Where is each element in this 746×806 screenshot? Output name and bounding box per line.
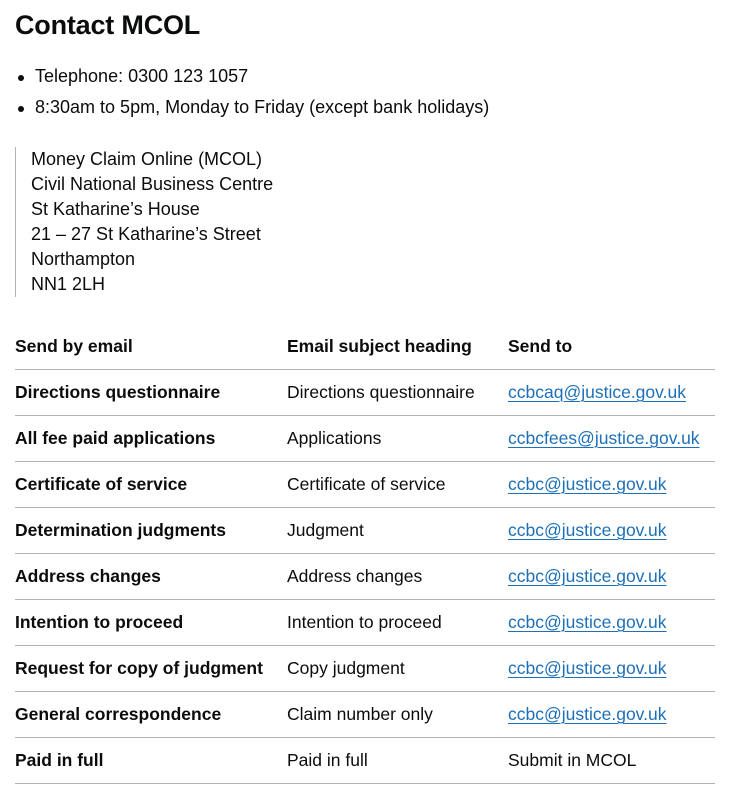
table-body <box>15 370 715 784</box>
bullet-icon <box>18 106 24 112</box>
row-label: All fee paid applications <box>15 416 287 462</box>
address-line: Northampton <box>31 249 136 269</box>
table-row <box>15 508 715 554</box>
column-header-send-to: Send to <box>508 334 715 370</box>
list-item <box>15 95 715 120</box>
send-to-text: Submit in MCOL <box>508 750 637 770</box>
table-header-row <box>15 334 715 370</box>
table-row <box>15 370 715 416</box>
table-row <box>15 692 715 738</box>
send-to-cell <box>508 600 715 646</box>
row-label: Directions questionnaire <box>15 370 287 416</box>
address-line: 21 – 27 St Katharine’s Street <box>31 224 261 244</box>
subject-heading-cell: Copy judgment <box>287 646 508 692</box>
address-line: Money Claim Online (MCOL) <box>31 149 263 169</box>
email-link[interactable]: ccbc@justice.gov.uk <box>508 566 667 586</box>
subject-heading-cell: Certificate of service <box>287 462 508 508</box>
email-link[interactable]: ccbc@justice.gov.uk <box>508 612 667 632</box>
send-to-cell <box>508 416 715 462</box>
address-line: St Katharine’s House <box>31 199 200 219</box>
contact-section <box>15 0 715 784</box>
email-contacts-table <box>15 334 715 784</box>
table-row <box>15 600 715 646</box>
send-to-cell <box>508 646 715 692</box>
bullet-icon <box>18 75 24 81</box>
subject-heading-cell: Address changes <box>287 554 508 600</box>
list-item <box>15 64 715 89</box>
subject-heading-cell: Intention to proceed <box>287 600 508 646</box>
row-label: Paid in full <box>15 738 287 784</box>
table-row <box>15 462 715 508</box>
send-to-cell <box>508 554 715 600</box>
table-row <box>15 554 715 600</box>
telephone-text: Telephone: 0300 123 1057 <box>35 66 249 86</box>
address-line: NN1 2LH <box>31 274 106 294</box>
table-row <box>15 416 715 462</box>
email-link[interactable]: ccbcfees@justice.gov.uk <box>508 428 700 448</box>
subject-heading-cell: Paid in full <box>287 738 508 784</box>
page-title: Contact MCOL <box>15 10 201 40</box>
send-to-cell <box>508 370 715 416</box>
contact-details-list <box>15 64 715 120</box>
send-to-cell <box>508 692 715 738</box>
row-label: Address changes <box>15 554 287 600</box>
send-to-cell <box>508 508 715 554</box>
subject-heading-cell: Claim number only <box>287 692 508 738</box>
subject-heading-cell: Applications <box>287 416 508 462</box>
email-link[interactable]: ccbc@justice.gov.uk <box>508 658 667 678</box>
send-to-cell <box>508 462 715 508</box>
email-link[interactable]: ccbc@justice.gov.uk <box>508 520 667 540</box>
column-header-subject: Email subject heading <box>287 334 508 370</box>
email-link[interactable]: ccbc@justice.gov.uk <box>508 474 667 494</box>
table-row <box>15 646 715 692</box>
postal-address <box>15 147 715 297</box>
subject-heading-cell: Directions questionnaire <box>287 370 508 416</box>
row-label: Certificate of service <box>15 462 287 508</box>
row-label: Determination judgments <box>15 508 287 554</box>
address-line: Civil National Business Centre <box>31 174 274 194</box>
row-label: Intention to proceed <box>15 600 287 646</box>
email-link[interactable]: ccbc@justice.gov.uk <box>508 704 667 724</box>
email-link[interactable]: ccbcaq@justice.gov.uk <box>508 382 686 402</box>
column-header-send-by-email: Send by email <box>15 334 287 370</box>
send-to-cell <box>508 738 715 784</box>
row-label: General correspondence <box>15 692 287 738</box>
subject-heading-cell: Judgment <box>287 508 508 554</box>
table-row <box>15 738 715 784</box>
row-label: Request for copy of judgment <box>15 646 287 692</box>
opening-hours-text: 8:30am to 5pm, Monday to Friday (except bank holidays) <box>35 97 490 117</box>
